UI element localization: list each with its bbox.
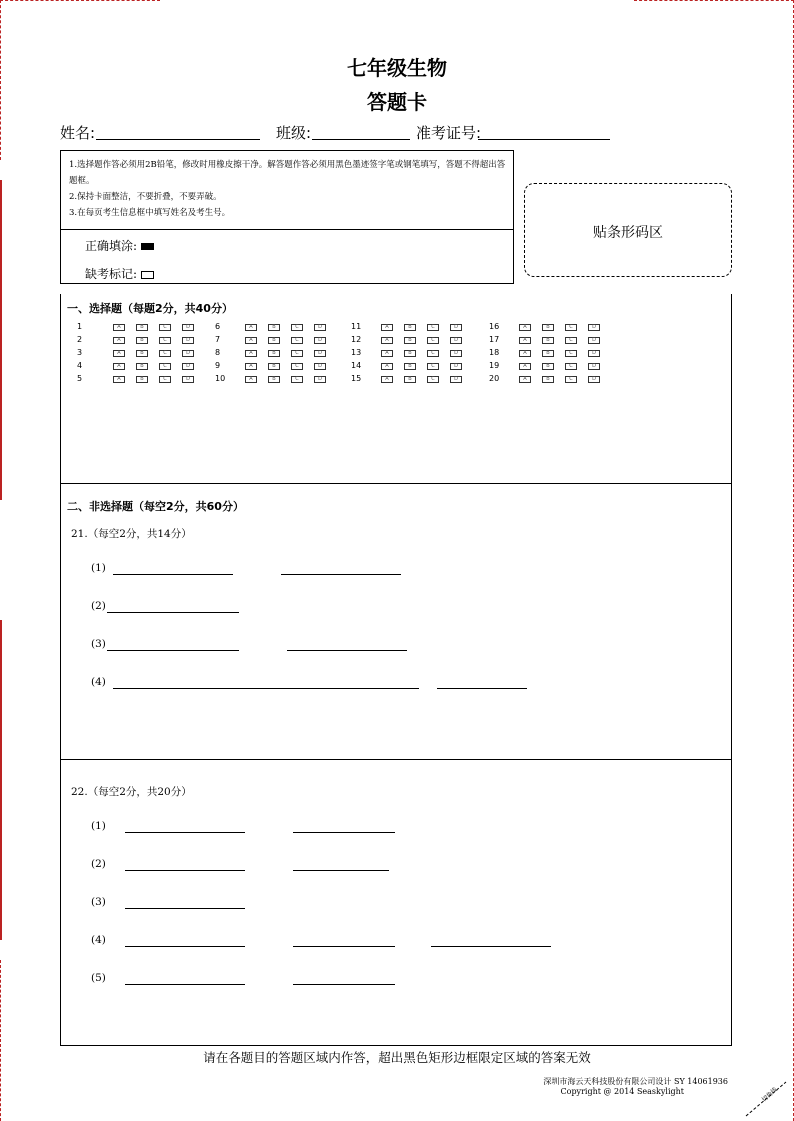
answer-bubble[interactable]: B xyxy=(268,324,280,331)
answer-bubble[interactable]: C xyxy=(427,376,439,383)
exam-id-field[interactable] xyxy=(478,122,610,140)
page-edge-bar xyxy=(0,620,2,940)
choice-section-title: 一、选择题（每题2分，共40分） xyxy=(67,302,233,315)
answer-bubble[interactable]: B xyxy=(542,324,554,331)
answer-bubble[interactable]: D xyxy=(182,376,194,383)
question-number: 18 xyxy=(489,348,500,357)
answer-line[interactable] xyxy=(125,908,245,909)
question-number: 11 xyxy=(351,322,362,331)
question-number: 15 xyxy=(351,374,362,383)
answer-bubble[interactable]: C xyxy=(159,324,171,331)
answer-bubble[interactable]: A xyxy=(381,376,393,383)
corner-cut-mark xyxy=(740,1078,790,1118)
answer-bubble[interactable]: A xyxy=(519,337,531,344)
answer-bubble[interactable]: A xyxy=(113,350,125,357)
answer-line[interactable] xyxy=(107,650,239,651)
answer-bubble[interactable]: A xyxy=(519,363,531,370)
answer-bubble[interactable]: A xyxy=(519,376,531,383)
answer-bubble[interactable]: B xyxy=(404,324,416,331)
answer-line[interactable] xyxy=(125,832,245,833)
answer-bubble[interactable]: A xyxy=(519,350,531,357)
answer-bubble[interactable]: C xyxy=(565,350,577,357)
answer-bubble[interactable]: A xyxy=(381,337,393,344)
answer-bubble[interactable]: B xyxy=(404,363,416,370)
answer-bubble[interactable]: B xyxy=(268,376,280,383)
notice-box xyxy=(60,150,514,284)
barcode-area xyxy=(524,183,732,277)
nonchoice-section xyxy=(60,483,732,1046)
q22-sub-label: (2) xyxy=(91,858,106,870)
q22-sub-label: (1) xyxy=(91,820,106,832)
answer-bubble[interactable]: D xyxy=(450,324,462,331)
question-number: 3 xyxy=(77,348,83,357)
copyright-line: 深圳市海云天科技股份有限公司设计 SY 14061936 xyxy=(543,1077,728,1086)
divider xyxy=(61,229,513,230)
question-number: 16 xyxy=(489,322,500,331)
question-number: 20 xyxy=(489,374,500,383)
q22-sub-label: (3) xyxy=(91,896,106,908)
absent-mark-example xyxy=(85,265,154,282)
question-number: 4 xyxy=(77,361,83,370)
question-number: 10 xyxy=(215,374,226,383)
answer-bubble[interactable]: B xyxy=(268,350,280,357)
notice-line: 3.在每页考生信息框中填写姓名及考生号。 xyxy=(69,208,231,218)
answer-bubble[interactable]: B xyxy=(136,376,148,383)
answer-bubble[interactable]: D xyxy=(588,376,600,383)
name-label: 姓名: xyxy=(60,124,96,142)
answer-bubble[interactable]: C xyxy=(427,350,439,357)
page-edge-dash xyxy=(634,0,794,1)
copyright-line: Copyright @ 2014 Seaskylight xyxy=(560,1087,684,1096)
answer-bubble[interactable]: B xyxy=(268,363,280,370)
answer-bubble[interactable]: C xyxy=(159,376,171,383)
answer-bubble[interactable]: D xyxy=(314,350,326,357)
answer-bubble[interactable]: A xyxy=(113,376,125,383)
answer-bubble[interactable]: B xyxy=(136,324,148,331)
answer-line[interactable] xyxy=(293,832,395,833)
answer-line[interactable] xyxy=(113,688,419,689)
student-info-row xyxy=(60,120,680,144)
answer-line[interactable] xyxy=(281,574,401,575)
answer-line[interactable] xyxy=(293,870,389,871)
answer-line[interactable] xyxy=(287,650,407,651)
answer-line[interactable] xyxy=(431,946,551,947)
answer-line[interactable] xyxy=(437,688,527,689)
notice-line: 1.选择题作答必须用2B铅笔，修改时用橡皮擦干净。解答题作答必须用黑色墨迹签字笔或钢笔填写，答题不得超出答题框。 xyxy=(69,160,506,186)
answer-bubble[interactable]: B xyxy=(404,350,416,357)
page-edge-dash xyxy=(0,960,1,1121)
answer-bubble[interactable]: A xyxy=(113,337,125,344)
answer-bubble[interactable]: A xyxy=(113,324,125,331)
answer-bubble[interactable]: C xyxy=(565,376,577,383)
answer-bubble[interactable]: C xyxy=(291,376,303,383)
answer-bubble[interactable]: B xyxy=(542,350,554,357)
answer-bubble[interactable]: B xyxy=(136,363,148,370)
answer-line[interactable] xyxy=(125,946,245,947)
answer-bubble[interactable]: B xyxy=(542,337,554,344)
question-number: 12 xyxy=(351,335,362,344)
q22-sub-label: (5) xyxy=(91,972,106,984)
answer-bubble[interactable]: C xyxy=(291,350,303,357)
answer-bubble[interactable]: D xyxy=(182,350,194,357)
question-number: 8 xyxy=(215,348,221,357)
question-number: 19 xyxy=(489,361,500,370)
answer-bubble[interactable]: C xyxy=(427,324,439,331)
answer-bubble[interactable]: B xyxy=(136,337,148,344)
answer-bubble[interactable]: D xyxy=(450,337,462,344)
answer-line[interactable] xyxy=(125,870,245,871)
answer-bubble[interactable]: A xyxy=(245,337,257,344)
question-21-heading: 21.（每空2分，共14分） xyxy=(71,528,192,540)
answer-bubble[interactable]: A xyxy=(245,363,257,370)
answer-bubble[interactable]: C xyxy=(291,363,303,370)
answer-bubble[interactable]: D xyxy=(588,350,600,357)
answer-bubble[interactable]: C xyxy=(159,337,171,344)
answer-bubble[interactable]: D xyxy=(450,376,462,383)
answer-bubble[interactable]: D xyxy=(588,324,600,331)
answer-line[interactable] xyxy=(125,984,245,985)
answer-bubble[interactable]: C xyxy=(291,324,303,331)
answer-bubble[interactable]: C xyxy=(159,363,171,370)
correct-fill-label: 正确填涂: xyxy=(85,239,138,253)
answer-line[interactable] xyxy=(293,984,395,985)
question-number: 2 xyxy=(77,335,83,344)
answer-bubble[interactable]: A xyxy=(381,363,393,370)
answer-bubble[interactable]: D xyxy=(588,337,600,344)
answer-bubble[interactable]: D xyxy=(182,337,194,344)
answer-bubble[interactable]: D xyxy=(182,363,194,370)
answer-bubble[interactable]: C xyxy=(427,337,439,344)
filled-mark-icon xyxy=(141,243,154,250)
answer-bubble[interactable]: C xyxy=(291,337,303,344)
answer-bubble[interactable]: B xyxy=(542,363,554,370)
q21-sub-label: (2) xyxy=(91,600,106,612)
notice-text xyxy=(69,157,509,221)
q21-sub-label: (3) xyxy=(91,638,106,650)
q22-sub-label: (4) xyxy=(91,934,106,946)
question-number: 5 xyxy=(77,374,83,383)
question-number: 9 xyxy=(215,361,221,370)
answer-bubble[interactable]: A xyxy=(245,376,257,383)
question-number: 13 xyxy=(351,348,362,357)
question-number: 14 xyxy=(351,361,362,370)
answer-bubble[interactable]: D xyxy=(314,376,326,383)
class-label: 班级: xyxy=(276,124,312,142)
sheet-title: 七年级生物 xyxy=(347,56,447,80)
answer-bubble[interactable]: A xyxy=(381,324,393,331)
correct-fill-example xyxy=(85,237,154,254)
name-field[interactable] xyxy=(96,122,260,140)
answer-bubble[interactable]: D xyxy=(450,363,462,370)
q21-sub-label: (1) xyxy=(91,562,106,574)
answer-bubble[interactable]: C xyxy=(565,337,577,344)
answer-bubble[interactable]: D xyxy=(588,363,600,370)
notice-line: 2.保持卡面整洁，不要折叠，不要弄破。 xyxy=(69,192,222,202)
question-number: 7 xyxy=(215,335,221,344)
choice-section xyxy=(60,294,732,484)
page-edge-bar xyxy=(0,180,2,500)
barcode-label: 贴条形码区 xyxy=(593,225,663,241)
answer-bubble[interactable]: A xyxy=(245,324,257,331)
answer-line[interactable] xyxy=(107,612,239,613)
absent-mark-checkbox[interactable] xyxy=(141,271,154,279)
answer-bubble[interactable]: D xyxy=(314,324,326,331)
answer-bubble[interactable]: A xyxy=(381,350,393,357)
absent-mark-label: 缺考标记: xyxy=(85,267,138,281)
answer-bubble[interactable]: B xyxy=(542,376,554,383)
answer-bubble[interactable]: C xyxy=(565,324,577,331)
question-number: 6 xyxy=(215,322,221,331)
answer-bubble[interactable]: B xyxy=(136,350,148,357)
answer-bubble[interactable]: A xyxy=(113,363,125,370)
question-number: 17 xyxy=(489,335,500,344)
answer-bubble[interactable]: C xyxy=(565,363,577,370)
nonchoice-section-title: 二、非选择题（每空2分，共60分） xyxy=(67,500,244,513)
answer-bubble[interactable]: B xyxy=(268,337,280,344)
corner-cut-label: 切角线 xyxy=(760,1086,779,1104)
answer-bubble[interactable]: A xyxy=(245,350,257,357)
answer-bubble[interactable]: A xyxy=(519,324,531,331)
answer-line[interactable] xyxy=(293,946,395,947)
answer-bubble[interactable]: D xyxy=(182,324,194,331)
exam-id-label: 准考证号: xyxy=(416,124,482,142)
footer-note: 请在各题目的答题区域内作答，超出黑色矩形边框限定区域的答案无效 xyxy=(203,1050,591,1065)
question-number: 1 xyxy=(77,322,83,331)
answer-bubble[interactable]: C xyxy=(427,363,439,370)
answer-bubble[interactable]: B xyxy=(404,337,416,344)
sheet-subtitle: 答题卡 xyxy=(367,90,427,114)
answer-bubble[interactable]: B xyxy=(404,376,416,383)
q21-sub-label: (4) xyxy=(91,676,106,688)
page-edge-dash xyxy=(0,0,160,1)
divider xyxy=(61,759,731,760)
answer-line[interactable] xyxy=(113,574,233,575)
answer-bubble[interactable]: C xyxy=(159,350,171,357)
answer-bubble[interactable]: D xyxy=(314,363,326,370)
question-22-heading: 22.（每空2分，共20分） xyxy=(71,786,192,798)
answer-bubble[interactable]: D xyxy=(314,337,326,344)
answer-bubble[interactable]: D xyxy=(450,350,462,357)
class-field[interactable] xyxy=(312,122,410,140)
